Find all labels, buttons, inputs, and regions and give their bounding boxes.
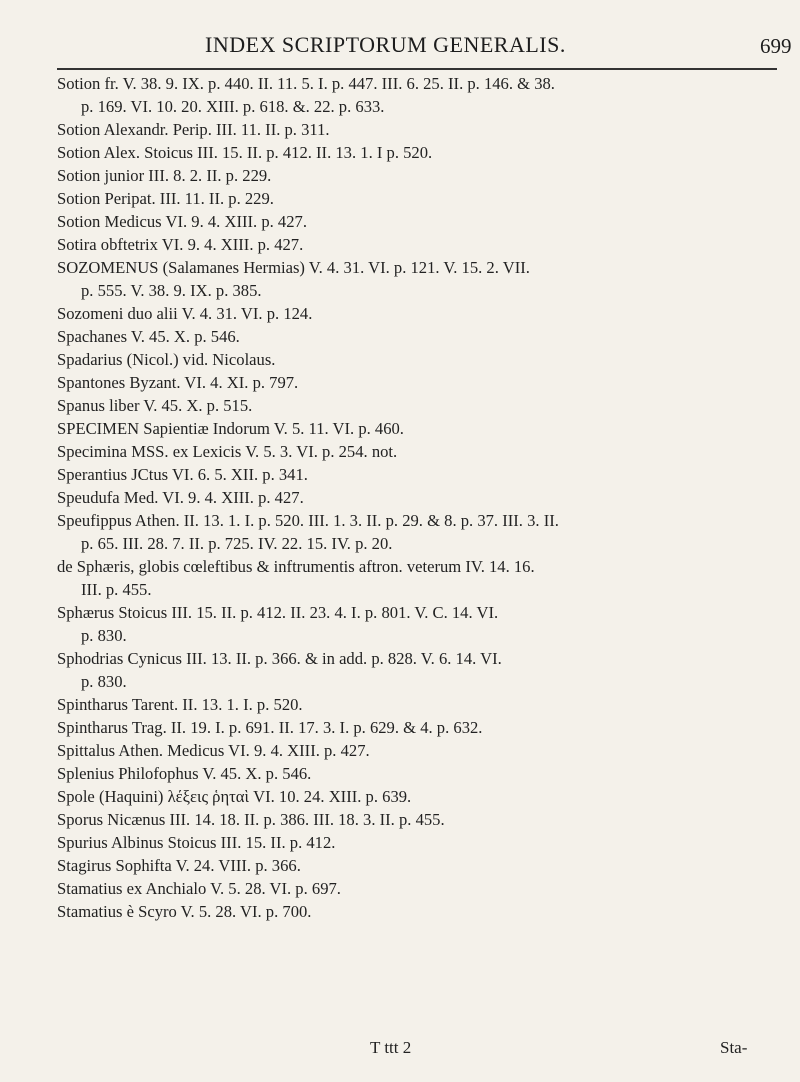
catchword: Sta-: [720, 1038, 748, 1057]
page-number: 699: [760, 34, 792, 58]
index-entry: Sotion fr. V. 38. 9. IX. p. 440. II. 11. 5. I. p. 447. III. 6. 25. II. p. 146. & 38.: [57, 74, 555, 93]
index-entry: Sotion Medicus VI. 9. 4. XIII. p. 427.: [57, 212, 307, 231]
index-entries: [57, 72, 787, 923]
running-title: INDEX SCRIPTORUM GENERALIS.: [205, 32, 566, 57]
index-entry-continuation: p. 555. V. 38. 9. IX. p. 385.: [81, 281, 262, 300]
index-entry: Sotion Alexandr. Perip. III. 11. II. p. 311.: [57, 120, 330, 139]
index-entry: Stagirus Sophifta V. 24. VIII. p. 366.: [57, 856, 301, 875]
index-entry: Sotion junior III. 8. 2. II. p. 229.: [57, 166, 272, 185]
index-entry: Spintharus Tarent. II. 13. 1. I. p. 520.: [57, 695, 303, 714]
index-entry: Speufippus Athen. II. 13. 1. I. p. 520. III. 1. 3. II. p. 29. & 8. p. 37. III. 3. II.: [57, 511, 559, 530]
index-entry: Sperantius JCtus VI. 6. 5. XII. p. 341.: [57, 465, 308, 484]
index-entry-continuation: p. 65. III. 28. 7. II. p. 725. IV. 22. 15. IV. p. 20.: [81, 534, 393, 553]
index-entry-continuation: p. 830.: [81, 672, 127, 691]
index-entry: Spadarius (Nicol.) vid. Nicolaus.: [57, 350, 276, 369]
page-footer: [0, 1038, 800, 1064]
index-entry: Spachanes V. 45. X. p. 546.: [57, 327, 240, 346]
index-entry: Spanus liber V. 45. X. p. 515.: [57, 396, 253, 415]
index-entry: Sotion Alex. Stoicus III. 15. II. p. 412. II. 13. 1. I p. 520.: [57, 143, 433, 162]
index-entry-continuation: p. 169. VI. 10. 20. XIII. p. 618. &. 22. p. 633.: [81, 97, 385, 116]
index-entry: SPECIMEN Sapientiæ Indorum V. 5. 11. VI. p. 460.: [57, 419, 404, 438]
index-entry: Speudufa Med. VI. 9. 4. XIII. p. 427.: [57, 488, 304, 507]
index-entry: Stamatius ex Anchialo V. 5. 28. VI. p. 697.: [57, 879, 341, 898]
index-entry: Spittalus Athen. Medicus VI. 9. 4. XIII. p. 427.: [57, 741, 370, 760]
index-entry: Spintharus Trag. II. 19. I. p. 691. II. 17. 3. I. p. 629. & 4. p. 632.: [57, 718, 483, 737]
index-entry: Sphærus Stoicus III. 15. II. p. 412. II. 23. 4. I. p. 801. V. C. 14. VI.: [57, 603, 499, 622]
index-entry-continuation: p. 830.: [81, 626, 127, 645]
signature-mark: T ttt 2: [370, 1038, 412, 1057]
index-entry: Spole (Haquini) λέξεις ῥηταὶ VI. 10. 24. XIII. p. 639.: [57, 787, 412, 806]
index-entry: de Sphæris, globis cœleftibus & inftrumentis aftron. veterum IV. 14. 16.: [57, 557, 535, 576]
index-entry: Spantones Byzant. VI. 4. XI. p. 797.: [57, 373, 299, 392]
index-entry: Sotira obftetrix VI. 9. 4. XIII. p. 427.: [57, 235, 304, 254]
index-entry: Sphodrias Cynicus III. 13. II. p. 366. & in add. p. 828. V. 6. 14. VI.: [57, 649, 502, 668]
index-entry: Spurius Albinus Stoicus III. 15. II. p. 412.: [57, 833, 336, 852]
index-entry: SOZOMENUS (Salamanes Hermias) V. 4. 31. VI. p. 121. V. 15. 2. VII.: [57, 258, 530, 277]
index-entry: Sotion Peripat. III. 11. II. p. 229.: [57, 189, 274, 208]
index-entry: Specimina MSS. ex Lexicis V. 5. 3. VI. p. 254. not.: [57, 442, 398, 461]
header-rule: [57, 68, 777, 70]
index-entry-continuation: III. p. 455.: [81, 580, 152, 599]
index-entry: Splenius Philofophus V. 45. X. p. 546.: [57, 764, 312, 783]
page-header: [0, 22, 800, 62]
index-entry: Sporus Nicænus III. 14. 18. II. p. 386. III. 18. 3. II. p. 455.: [57, 810, 445, 829]
index-entry: Stamatius è Scyro V. 5. 28. VI. p. 700.: [57, 902, 312, 921]
index-entry: Sozomeni duo alii V. 4. 31. VI. p. 124.: [57, 304, 313, 323]
